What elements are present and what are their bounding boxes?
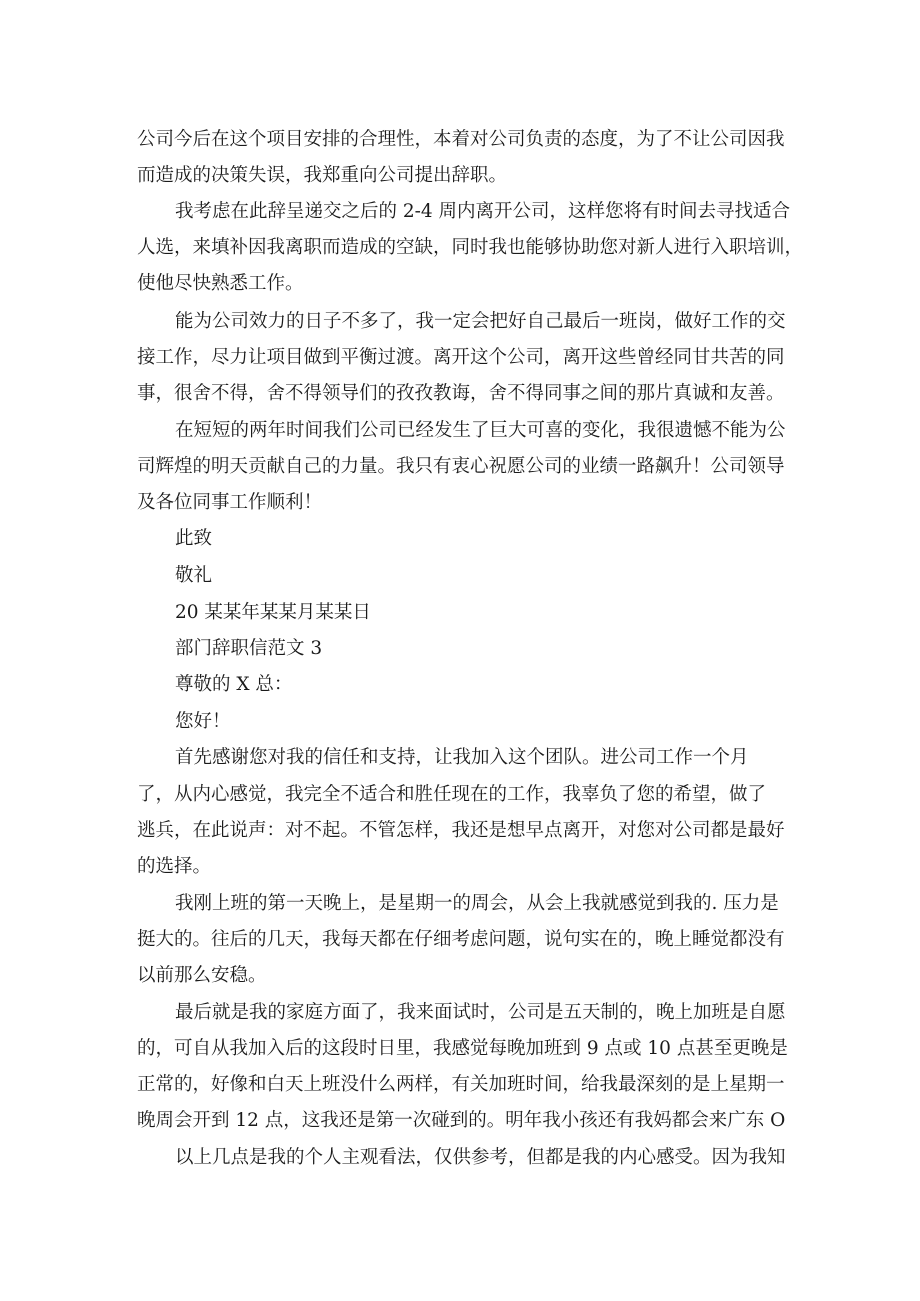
text-line: 正常的，好像和白天上班没什么两样，有关加班时间，给我最深刻的是上星期一 <box>137 1074 785 1095</box>
text-line: 我刚上班的第一天晚上，是星期一的周会，从会上我就感觉到我的. 压力是 <box>175 893 779 914</box>
text-line: 以上几点是我的个人主观看法，仅供参考，但都是我的内心感受。因为我知 <box>175 1147 786 1168</box>
text-line: 晚周会开到 12 点，这我还是第一次碰到的。明年我小孩还有我妈都会来广东 O <box>137 1110 786 1131</box>
text-line: 能为公司效力的日子不多了，我一定会把好自己最后一班岗，做好工作的交 <box>175 311 786 332</box>
letter-greeting: 您好！ <box>175 711 231 732</box>
text-line: 公司今后在这个项目安排的合理性，本着对公司负责的态度，为了不让公司因我 <box>137 129 785 150</box>
closing-regards: 敬礼 <box>175 565 213 586</box>
text-line: 接工作，尽力让项目做到平衡过渡。离开这个公司，离开这些曾经同甘共苦的同 <box>137 347 785 368</box>
text-line: 最后就是我的家庭方面了，我来面试时，公司是五天制的，晚上加班是自愿 <box>175 1002 786 1023</box>
text-line: 人选，来填补因我离职而造成的空缺，同时我也能够协助您对新人进行入职培训， <box>137 237 804 258</box>
text-line: 首先感谢您对我的信任和支持，让我加入这个团队。进公司工作一个月 <box>175 747 749 768</box>
text-line: 及各位同事工作顺利！ <box>137 492 323 513</box>
text-line: 使他尽快熟悉工作。 <box>137 273 304 294</box>
text-line: 的，可自从我加入后的这段时日里，我感觉每晚加班到 9 点或 10 点甚至更晚是 <box>137 1038 788 1059</box>
text-line: 的选择。 <box>137 856 212 877</box>
section-heading: 部门辞职信范文 3 <box>175 638 323 659</box>
text-line: 逃兵，在此说声：对不起。不管怎样，我还是想早点离开，对您对公司都是最好 <box>137 820 785 841</box>
letter-addressee: 尊敬的 X 总： <box>175 674 293 695</box>
text-line: 而造成的决策失误，我郑重向公司提出辞职。 <box>137 165 508 186</box>
text-line: 以前那么安稳。 <box>137 965 267 986</box>
text-line: 司辉煌的明天贡献自己的力量。我只有衷心祝愿公司的业绩一路飙升！公司领导 <box>137 456 785 477</box>
text-line: 挺大的。往后的几天，我每天都在仔细考虑问题，说句实在的，晚上睡觉都没有 <box>137 929 785 950</box>
letter-date: 20 某某年某某月某某日 <box>175 602 371 623</box>
text-line: 我考虑在此辞呈递交之后的 2-4 周内离开公司，这样您将有时间去寻找适合 <box>175 201 791 222</box>
text-line: 事，很舍不得，舍不得领导们的孜孜教诲，舍不得同事之间的那片真诚和友善。 <box>137 383 785 404</box>
text-line: 了，从内心感觉，我完全不适合和胜任现在的工作，我辜负了您的希望，做了 <box>137 784 767 805</box>
text-line: 在短短的两年时间我们公司已经发生了巨大可喜的变化，我很遗憾不能为公 <box>175 420 786 441</box>
closing-salutation: 此致 <box>175 528 213 549</box>
